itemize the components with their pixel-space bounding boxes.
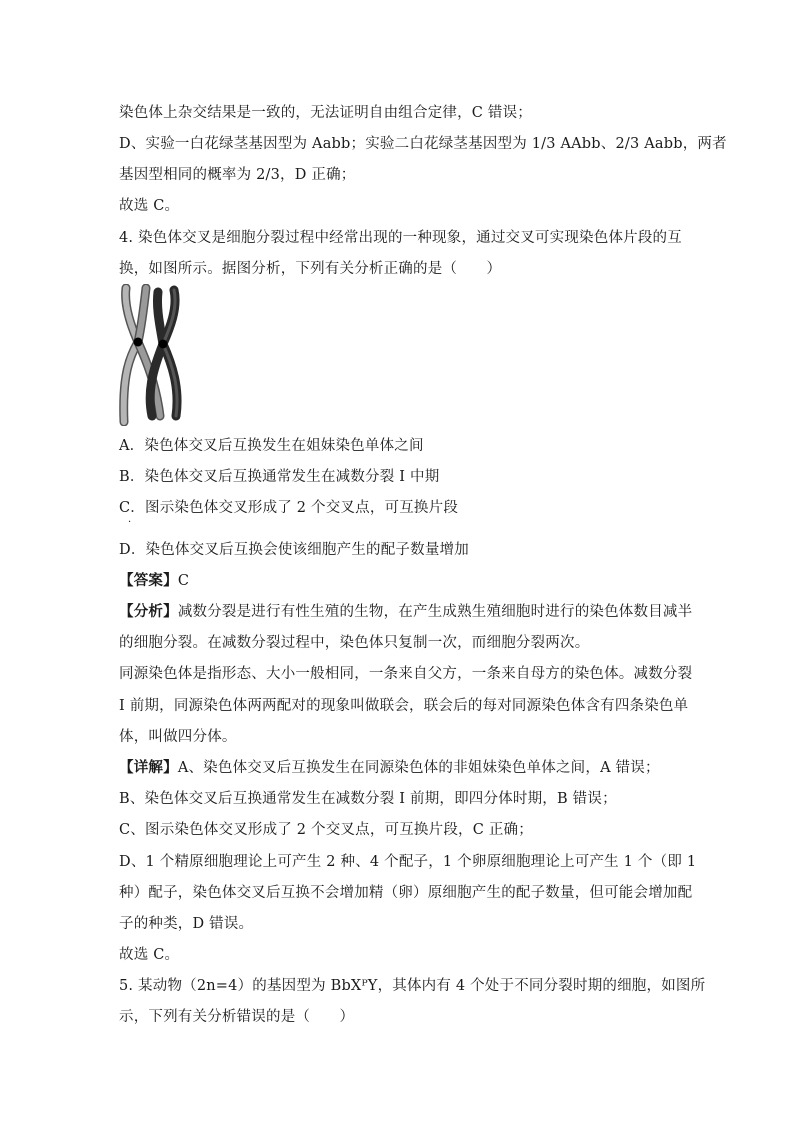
centromere-right <box>159 340 168 349</box>
detail-line: C、图示染色体交叉形成了 2 个交叉点，可互换片段，C 正确； <box>119 822 533 838</box>
detail-line: 种）配子，染色体交叉后互换不会增加精（卵）原细胞产生的配子数量，但可能会增加配 <box>119 885 693 901</box>
analysis-text: 减数分裂是进行有性生殖的生物，在产生成熟生殖细胞时进行的染色体数目减半 <box>177 604 693 620</box>
text-line: 故选 C。 <box>119 198 180 214</box>
detail-line <box>119 758 660 778</box>
analysis-line: I 前期，同源染色体两两配对的现象叫做联会，联会后的每对同源染色体含有四条染色单 <box>119 698 689 714</box>
option-a: A．染色体交叉后互换发生在姐妹染色单体之间 <box>119 438 424 454</box>
option-c: C．图示染色体交叉形成了 2 个交叉点，可互换片段 <box>119 500 459 516</box>
chromosome-crossing-figure <box>116 284 194 426</box>
analysis-line <box>119 602 692 622</box>
question-4-stem: 4. 染色体交叉是细胞分裂过程中经常出现的一种现象，通过交叉可实现染色体片段的互 <box>119 230 682 246</box>
detail-line: B、染色体交叉后互换通常发生在减数分裂 I 前期，即四分体时期，B 错误； <box>119 791 617 807</box>
analysis-line: 的细胞分裂。在减数分裂过程中，染色体只复制一次，而细胞分裂两次。 <box>119 635 590 651</box>
detail-tag: 【详解】 <box>119 759 178 776</box>
answer-value: C <box>177 573 190 589</box>
text-line: 染色体上杂交结果是一致的，无法证明自由组合定律，C 错误； <box>119 105 533 121</box>
centromere-left <box>134 338 143 347</box>
option-d: D．染色体交叉后互换会使该细胞产生的配子数量增加 <box>119 542 469 558</box>
text-line: 基因型相同的概率为 2/3，D 正确； <box>119 167 356 183</box>
analysis-tag: 【分析】 <box>119 603 178 620</box>
question-5-stem: 示，下列有关分析错误的是（ ） <box>119 1009 355 1025</box>
analysis-line: 体，叫做四分体。 <box>119 729 237 745</box>
answer-tag: 【答案】 <box>119 572 178 589</box>
answer-line <box>119 571 189 591</box>
detail-line: 子的种类，D 错误。 <box>119 916 254 932</box>
stray-dot: · <box>128 517 132 528</box>
detail-line: 故选 C。 <box>119 947 180 963</box>
dark-chromosome <box>150 290 177 416</box>
detail-line: D、1 个精原细胞理论上可产生 2 种、4 个配子，1 个卵原细胞理论上可产生 1 个（即 1 <box>119 854 697 870</box>
detail-text: A、染色体交叉后互换发生在同源染色体的非姐妹染色单体之间，A 错误； <box>177 760 660 776</box>
option-b: B．染色体交叉后互换通常发生在减数分裂 I 中期 <box>119 469 440 485</box>
question-5-stem: 5. 某动物（2n=4）的基因型为 BbXᴾY，其体内有 4 个处于不同分裂时期的细胞，如图所 <box>119 978 706 994</box>
analysis-line: 同源染色体是指形态、大小一般相同，一条来自父方，一条来自母方的染色体。减数分裂 <box>119 666 693 682</box>
text-line: D、实验一白花绿茎基因型为 Aabb；实验二白花绿茎基因型为 1/3 AAbb、2/3 Aabb，两者 <box>119 136 727 152</box>
question-4-stem: 换，如图所示。据图分析，下列有关分析正确的是（ ） <box>119 261 502 277</box>
